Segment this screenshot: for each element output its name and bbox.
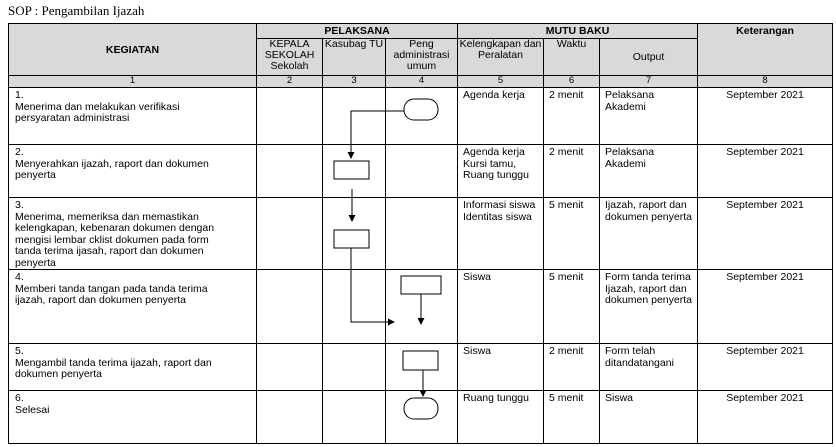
waktu-cell: 5 menit xyxy=(544,391,600,444)
waktu-cell: 5 menit xyxy=(544,198,600,270)
col-number: 5 xyxy=(458,76,544,88)
header-keterangan: Keterangan xyxy=(698,24,833,76)
header-pelaksana: PELAKSANA xyxy=(257,24,458,39)
kelengkapan-cell: Siswa xyxy=(458,344,544,391)
activity-text: Menyerahkan ijazah, raport dan dokumen penyerta xyxy=(15,157,209,181)
header-kelengkapan: Kelengkapan dan Peralatan xyxy=(458,39,544,76)
kelengkapan-cell: Informasi siswa Identitas siswa xyxy=(458,198,544,270)
keterangan-cell: September 2021 xyxy=(698,344,833,391)
col-number: 1 xyxy=(9,76,257,88)
keterangan-cell: September 2021 xyxy=(698,270,833,344)
activity-cell xyxy=(9,145,257,198)
peng-cell xyxy=(386,270,458,344)
kelengkapan-cell: Agenda kerja Kursi tamu, Ruang tunggu xyxy=(458,145,544,198)
table-row xyxy=(9,145,833,198)
kelengkapan-cell: Ruang tunggu xyxy=(458,391,544,444)
kepala-cell xyxy=(257,145,323,198)
header-waktu: Waktu xyxy=(544,39,600,76)
peng-cell xyxy=(386,198,458,270)
table-row xyxy=(9,198,833,270)
kelengkapan-cell: Agenda kerja xyxy=(458,88,544,145)
output-cell: Pelaksana Akademi xyxy=(600,88,698,145)
col-number: 7 xyxy=(600,76,698,88)
kepala-cell xyxy=(257,344,323,391)
activity-text: Mengambil tanda terima ijazah, raport dan dokumen penyerta xyxy=(15,356,212,380)
keterangan-cell: September 2021 xyxy=(698,88,833,145)
row-number: 2. xyxy=(15,146,24,158)
kelengkapan-cell: Siswa xyxy=(458,270,544,344)
activity-text: Menerima dan melakukan verifikasi persyaratan administrasi xyxy=(15,100,180,124)
activity-cell xyxy=(9,344,257,391)
kepala-cell xyxy=(257,198,323,270)
sop-table xyxy=(8,23,833,444)
waktu-cell: 5 menit xyxy=(544,270,600,344)
table-row xyxy=(9,270,833,344)
peng-cell xyxy=(386,88,458,145)
activity-cell xyxy=(9,198,257,270)
keterangan-cell: September 2021 xyxy=(698,198,833,270)
header-kegiatan: KEGIATAN xyxy=(9,24,257,76)
column-number-row xyxy=(9,76,833,88)
waktu-cell: 2 menit xyxy=(544,88,600,145)
activity-text: Selesai xyxy=(15,403,50,416)
table-row xyxy=(9,344,833,391)
row-number: 1. xyxy=(15,89,24,101)
output-cell: Pelaksana Akademi xyxy=(600,145,698,198)
header-row-1 xyxy=(9,24,833,39)
activity-cell xyxy=(9,391,257,444)
header-peng-administrasi: Peng administrasi umum xyxy=(386,39,458,76)
waktu-cell: 2 menit xyxy=(544,145,600,198)
activity-text: Menerima, memeriksa dan memastikan kelengkapan, kebenaran dokumen dengan mengisi lembar cklist dokumen pada form tanda terima ijasah, raport dan dokumen penyerta xyxy=(15,210,215,269)
kepala-cell xyxy=(257,391,323,444)
kasubag-cell xyxy=(323,270,386,344)
row-number: 5. xyxy=(15,345,24,357)
header-output: Output xyxy=(600,39,698,76)
col-number: 6 xyxy=(544,76,600,88)
keterangan-cell: September 2021 xyxy=(698,391,833,444)
row-number: 3. xyxy=(15,199,24,211)
header-kepala-sekolah: KEPALA SEKOLAH Sekolah xyxy=(257,39,323,76)
kepala-cell xyxy=(257,270,323,344)
activity-cell xyxy=(9,88,257,145)
kasubag-cell xyxy=(323,88,386,145)
kepala-cell xyxy=(257,88,323,145)
table-row xyxy=(9,391,833,444)
col-number: 3 xyxy=(323,76,386,88)
waktu-cell: 2 menit xyxy=(544,344,600,391)
output-cell: Ijazah, raport dan dokumen penyerta xyxy=(600,198,698,270)
table-row xyxy=(9,88,833,145)
keterangan-cell: September 2021 xyxy=(698,145,833,198)
col-number: 2 xyxy=(257,76,323,88)
peng-cell xyxy=(386,391,458,444)
kasubag-cell xyxy=(323,145,386,198)
kasubag-cell xyxy=(323,344,386,391)
header-mutu-baku: MUTU BAKU xyxy=(458,24,698,39)
peng-cell xyxy=(386,145,458,198)
activity-text: Memberi tanda tangan pada tanda terima ijazah, raport dan dokumen penyerta xyxy=(15,282,208,306)
col-number: 4 xyxy=(386,76,458,88)
row-number: 4. xyxy=(15,271,24,283)
col-number: 8 xyxy=(698,76,833,88)
output-cell: Form tanda terima Ijazah, raport dan dokumen penyerta xyxy=(600,270,698,344)
header-kasubag-tu: Kasubag TU xyxy=(323,39,386,76)
document-title: SOP : Pengambilan Ijazah xyxy=(8,3,145,18)
peng-cell xyxy=(386,344,458,391)
output-cell: Siswa xyxy=(600,391,698,444)
kasubag-cell xyxy=(323,391,386,444)
kasubag-cell xyxy=(323,198,386,270)
output-cell: Form telah ditandatangani xyxy=(600,344,698,391)
activity-cell xyxy=(9,270,257,344)
row-number: 6. xyxy=(15,392,24,404)
